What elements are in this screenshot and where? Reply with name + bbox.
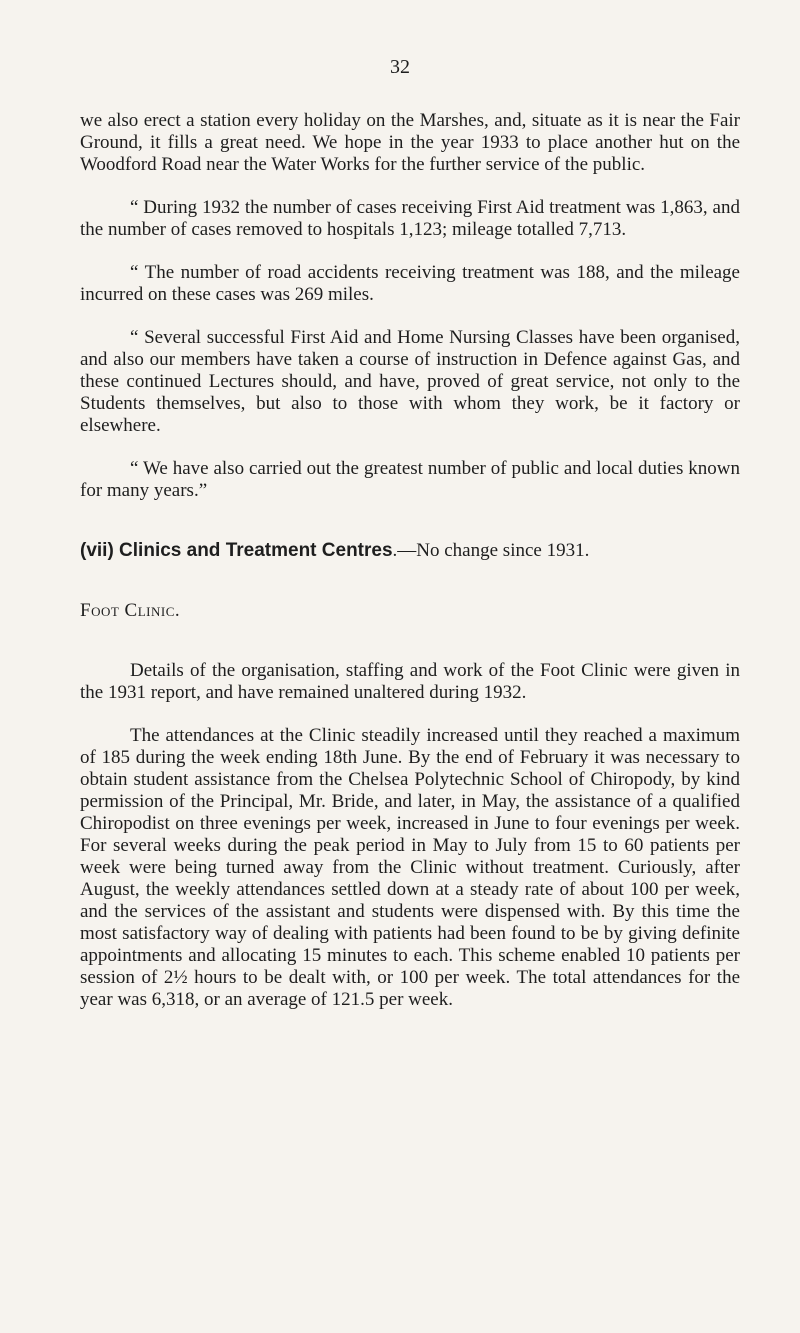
paragraph-continuation: we also erect a station every holiday on the Marshes, and, situate as it is near the Fair Ground, it fills a great need. We hope in the year 1933 to place another hut on the Woodford Road near the Water Works for the further service of the public.: [80, 110, 740, 175]
paragraph-foot-clinic-attendances: The attendances at the Clinic steadily increased until they reached a maximum of 185 during the week ending 18th June. By the end of February it was necessary to obtain student assistance from the Chelsea Polytechnic School of Chiropody, by kind permission of the Principal, Mr. Bride, and later, in May, the assistance of a qualified Chiropodist on three evenings per week, increased in June to four evenings per week. For several weeks during the peak period in May to July from 15 to 60 patients per week were being turned away from the Clinic without treatment. Curiously, after August, the weekly attendances settled down at a steady rate of about 100 per week, and the services of the assistant and students were dispensed with. By this time the most satisfactory way of dealing with patients had been found to be by giving definite appointments and allocating 15 minutes to each. This scheme enabled 10 patients per session of 2½ hours to be dealt with, or 100 per week. The total attendances for the year was 6,318, or an average of 121.5 per week.: [80, 725, 740, 1010]
paragraph-foot-clinic-details: Details of the organisation, staffing and work of the Foot Clinic were given in the 1931 report, and have remained unaltered during 1932.: [80, 660, 740, 703]
paragraph-nursing-classes: “ Several successful First Aid and Home Nursing Classes have been organised, and also our members have taken a course of instruction in Defence against Gas, and these continued Lectures should, and have, proved of great service, not only to the Students themselves, but also to those with whom they work, be it factory or elsewhere.: [80, 327, 740, 436]
paragraph-public-duties: “ We have also carried out the greatest number of public and local duties known for many years.”: [80, 458, 740, 501]
paragraph-first-aid-cases: “ During 1932 the number of cases receiving First Aid treatment was 1,863, and the number of cases removed to hospitals 1,123; mileage totalled 7,713.: [80, 197, 740, 240]
section-heading: (vii) Clinics and Treatment Centres: [80, 540, 393, 561]
page-body: [80, 110, 740, 1011]
paragraph-road-accidents: “ The number of road accidents receiving treatment was 188, and the mileage incurred on these cases was 269 miles.: [80, 262, 740, 305]
section-heading-line: [80, 540, 740, 562]
page-number: 32: [390, 56, 410, 78]
section-heading-suffix: .—No change since 1931.: [392, 540, 590, 561]
subsection-title: Foot Clinic.: [80, 600, 181, 621]
